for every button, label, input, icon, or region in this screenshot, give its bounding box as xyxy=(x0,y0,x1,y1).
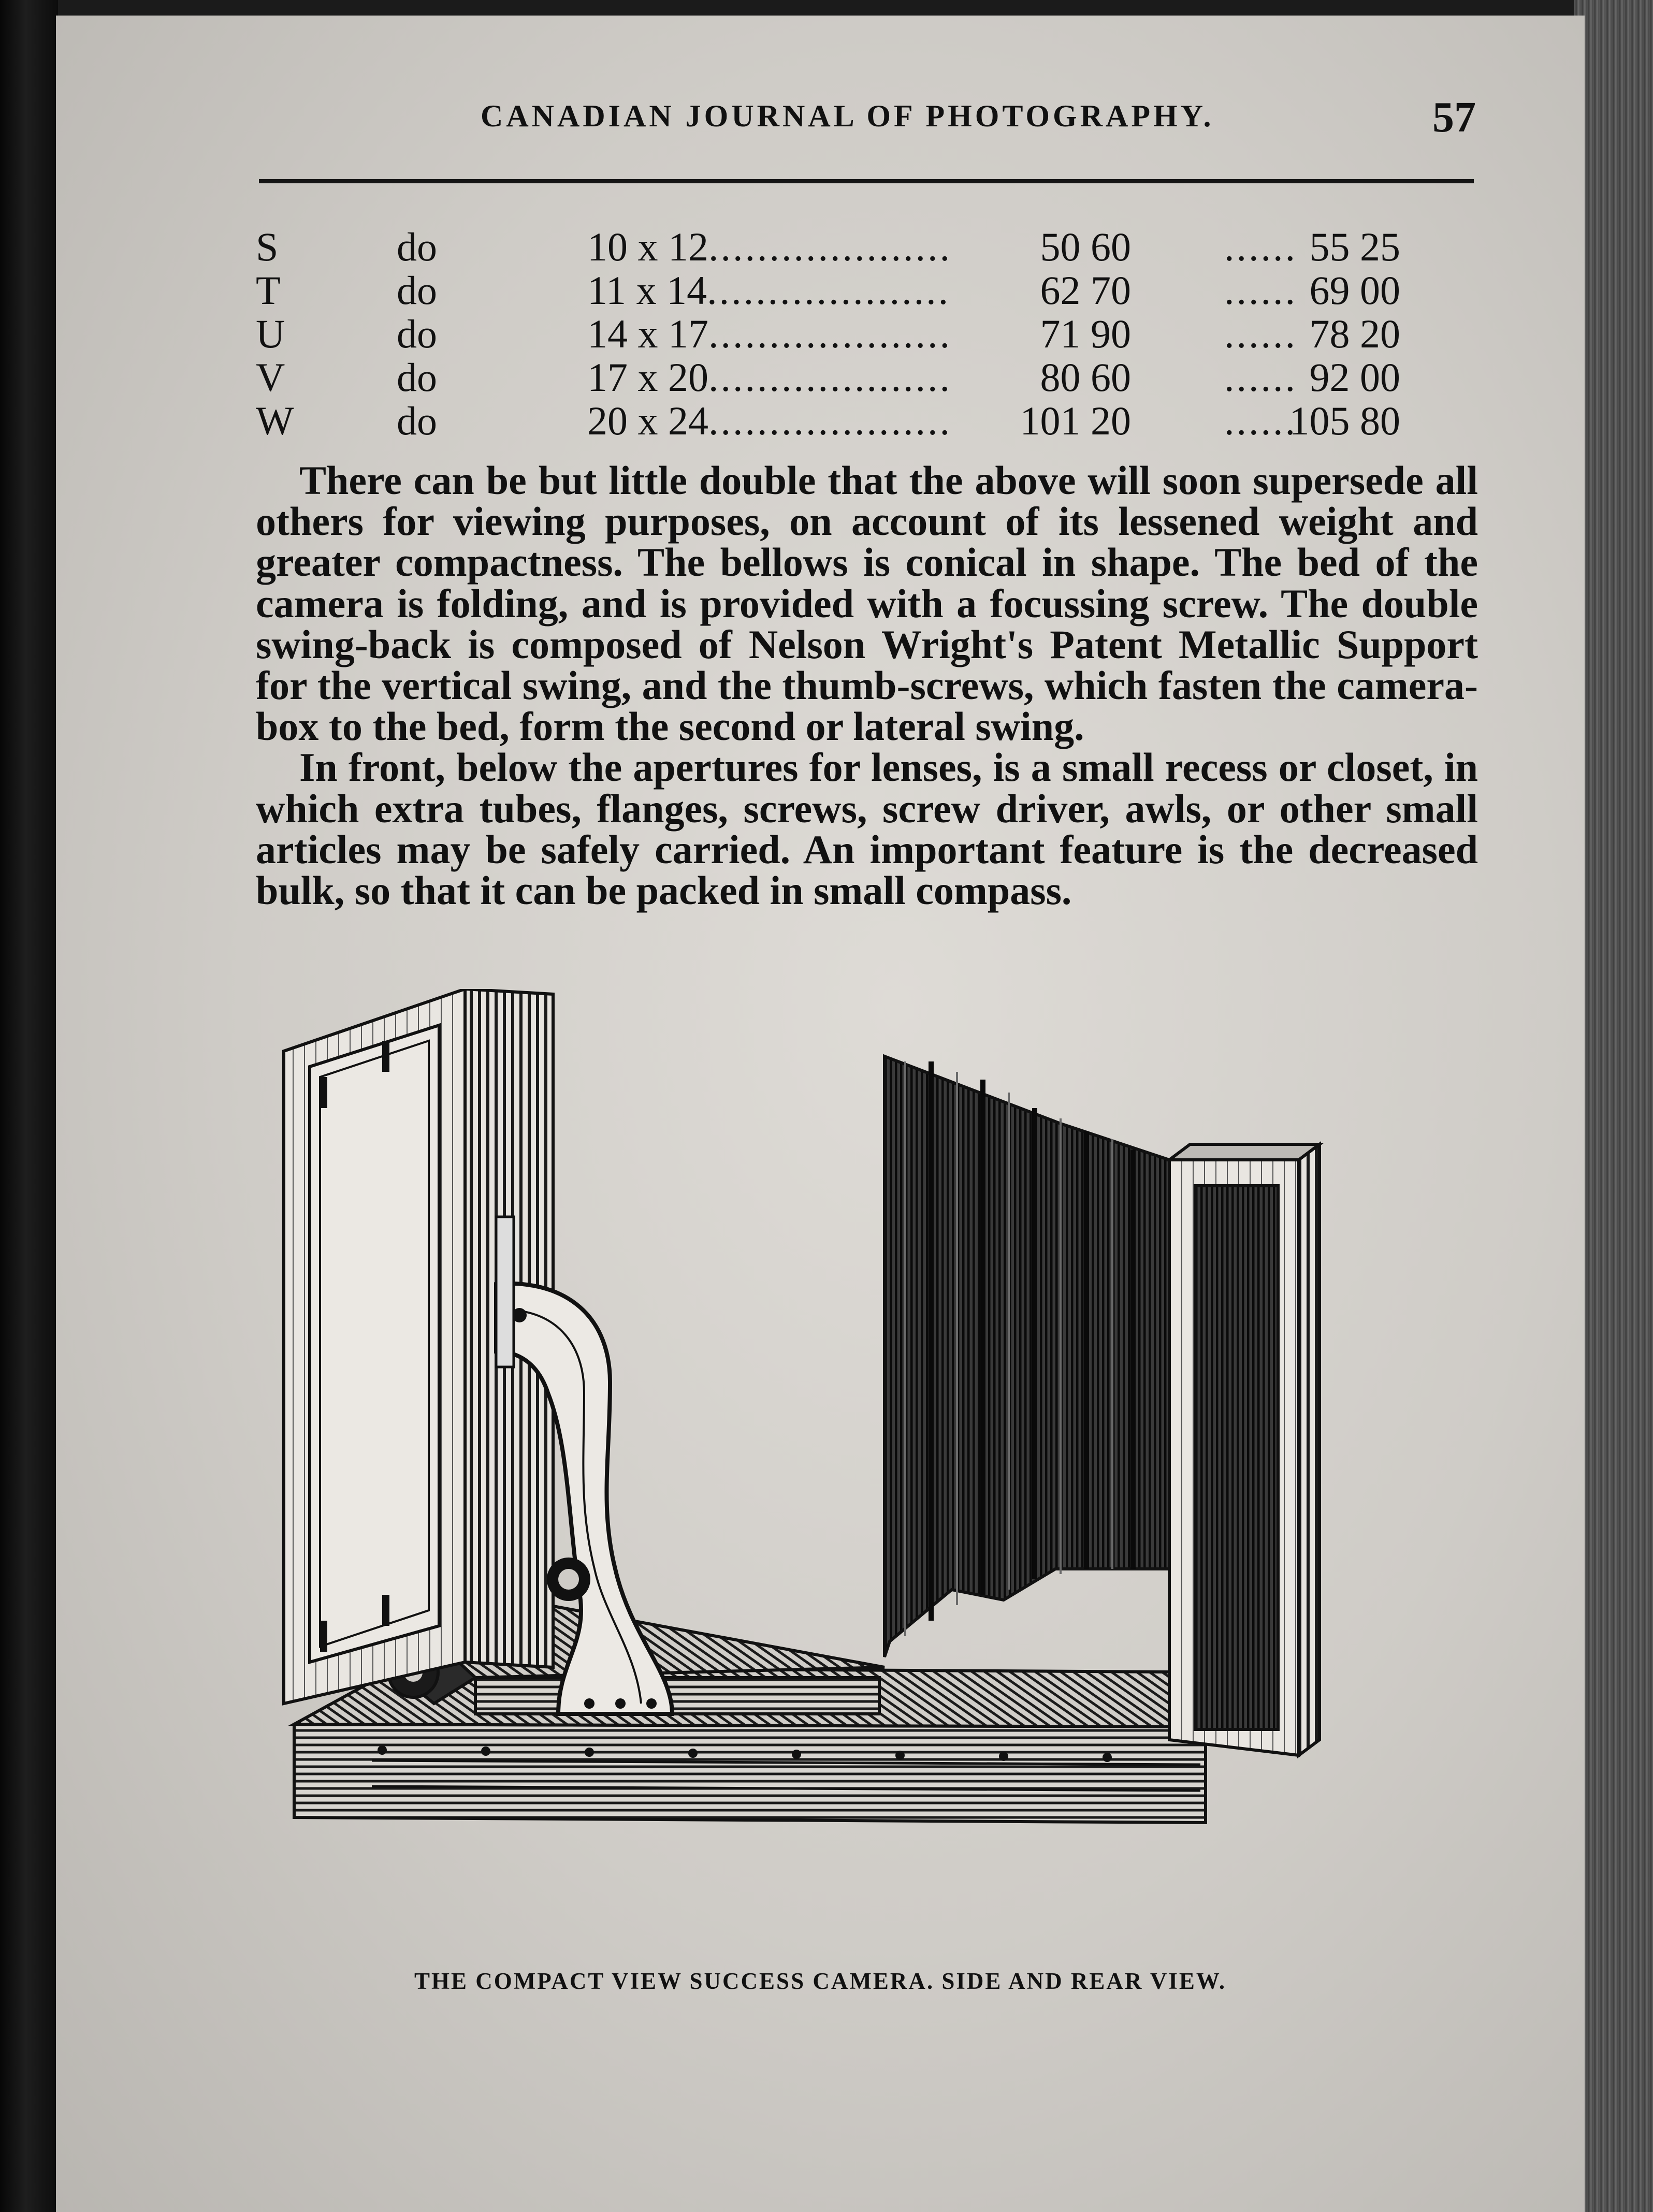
row-ditto: do xyxy=(397,311,437,356)
row-letter: S xyxy=(256,224,279,269)
row-price-1: 71 90 xyxy=(1040,311,1131,356)
leader-dots: .................... xyxy=(708,355,952,400)
camera-illustration xyxy=(279,989,1507,1942)
row-price-2: 92 00 xyxy=(1309,355,1400,400)
row-size xyxy=(587,269,950,312)
price-row xyxy=(256,356,1478,399)
row-price-2: 69 00 xyxy=(1309,268,1400,313)
price-row xyxy=(256,399,1478,443)
size-text: 17 x 20 xyxy=(587,355,708,400)
size-text: 20 x 24 xyxy=(587,398,708,443)
leader-dots-2: ...... xyxy=(1224,224,1297,269)
price-row xyxy=(256,312,1478,356)
leader-dots-2: ...... xyxy=(1224,355,1297,400)
row-size xyxy=(587,225,952,269)
leader-dots-2: ...... xyxy=(1224,268,1297,313)
row-ditto: do xyxy=(397,398,437,443)
price-row xyxy=(256,269,1478,312)
row-letter: V xyxy=(256,355,285,400)
row-price-2: 55 25 xyxy=(1309,224,1400,269)
row-ditto: do xyxy=(397,224,437,269)
leader-dots: .................... xyxy=(708,224,952,269)
paragraph: In front, below the apertures for lenses, is a small recess or closet, in which extra tubes, flanges, screws, screw driver, awls, or other small articles may be safely carried. An important feature is the decreased bulk, so that it can be packed in small compass. xyxy=(256,745,1478,913)
row-price-2: 105 80 xyxy=(1289,398,1400,443)
row-price-1: 101 20 xyxy=(1020,398,1131,443)
book-page-edges-right xyxy=(1574,0,1653,2212)
row-letter: T xyxy=(256,268,281,313)
leader-dots: .................... xyxy=(708,398,952,443)
row-ditto: do xyxy=(397,355,437,400)
running-header xyxy=(56,92,1585,149)
row-size xyxy=(587,356,952,399)
row-price-1: 62 70 xyxy=(1040,268,1131,313)
leader-dots-2: ...... xyxy=(1224,311,1297,356)
size-text: 14 x 17 xyxy=(587,311,708,356)
figure-caption: THE COMPACT VIEW SUCCESS CAMERA. SIDE AND REAR VIEW. xyxy=(414,1968,1226,1994)
row-price-1: 50 60 xyxy=(1040,224,1131,269)
journal-title: CANADIAN JOURNAL OF PHOTOGRAPHY. xyxy=(481,99,1214,133)
price-row xyxy=(256,225,1478,269)
row-letter: U xyxy=(256,311,285,356)
size-text: 10 x 12 xyxy=(587,224,708,269)
header-rule xyxy=(259,179,1474,183)
page-number: 57 xyxy=(1432,93,1476,141)
row-price-2: 78 20 xyxy=(1309,311,1400,356)
size-text: 11 x 14 xyxy=(587,268,707,313)
price-table xyxy=(256,225,1478,443)
row-letter: W xyxy=(256,398,294,443)
paragraph: There can be but little double that the above will soon supersede all others for viewing purposes, on account of its lessened weight and greater compactness. The bellows is conical in shape. The bed of the camera is folding, and is provided with a focussing screw. The double swing-back is composed of Nelson Wright's Patent Metallic Support for the vertical swing, and the thumb-screws, which fasten the camera-box to the bed, form the second or lateral swing. xyxy=(256,458,1478,749)
leader-dots: .................... xyxy=(708,311,952,356)
leader-dots-2: ...... xyxy=(1224,398,1297,443)
row-size xyxy=(587,399,952,443)
article-body xyxy=(256,460,1478,911)
row-size xyxy=(587,312,952,356)
camera-engraving xyxy=(279,989,1507,1942)
row-price-1: 80 60 xyxy=(1040,355,1131,400)
row-ditto: do xyxy=(397,268,437,313)
leader-dots: .................... xyxy=(707,268,951,313)
journal-page xyxy=(56,16,1585,2212)
book-gutter-left xyxy=(0,0,58,2212)
